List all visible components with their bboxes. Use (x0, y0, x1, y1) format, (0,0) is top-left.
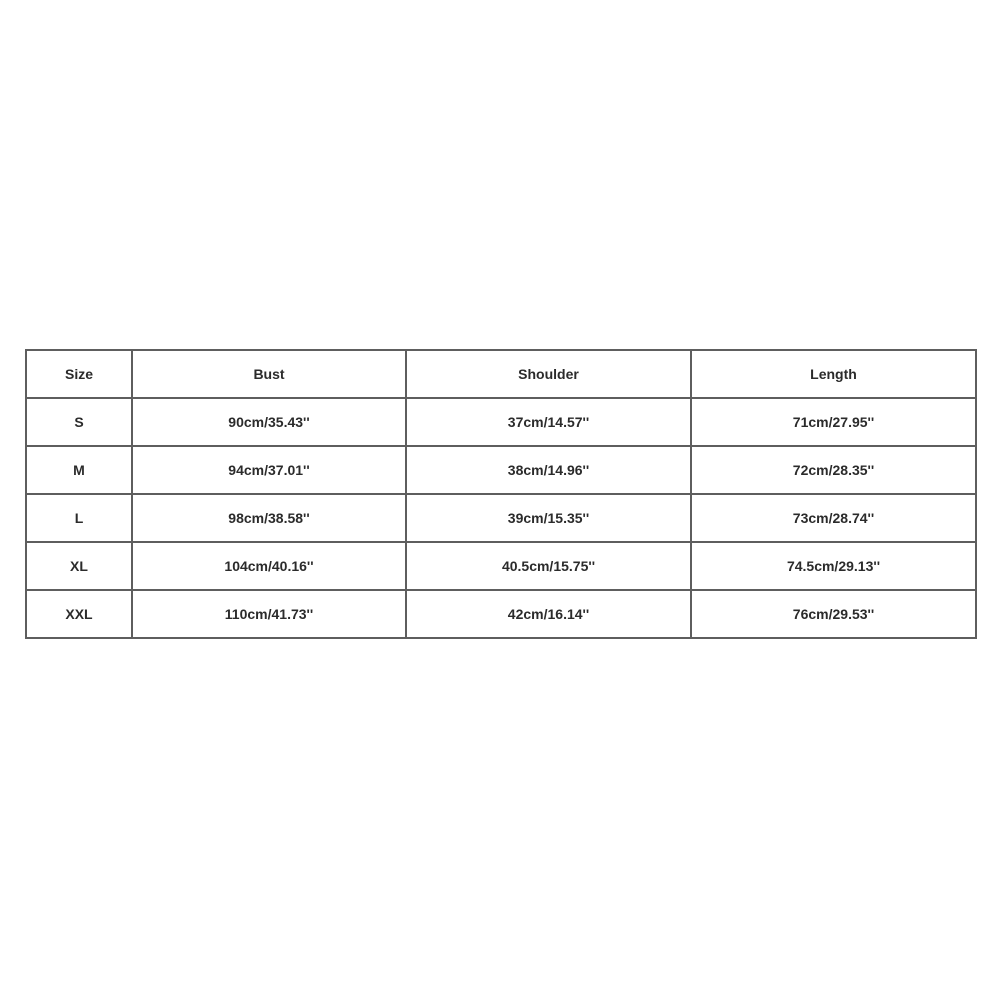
bust-cell: 104cm/40.16'' (132, 542, 406, 590)
length-cell: 72cm/28.35'' (691, 446, 976, 494)
bust-cell: 90cm/35.43'' (132, 398, 406, 446)
shoulder-cell: 38cm/14.96'' (406, 446, 691, 494)
header-bust: Bust (132, 350, 406, 398)
header-size: Size (26, 350, 132, 398)
size-cell: S (26, 398, 132, 446)
table-row (26, 542, 976, 590)
size-chart-table (25, 349, 977, 639)
length-cell: 73cm/28.74'' (691, 494, 976, 542)
shoulder-cell: 39cm/15.35'' (406, 494, 691, 542)
size-cell: L (26, 494, 132, 542)
shoulder-cell: 37cm/14.57'' (406, 398, 691, 446)
shoulder-cell: 42cm/16.14'' (406, 590, 691, 638)
table-row (26, 446, 976, 494)
header-row (26, 350, 976, 398)
table-row (26, 494, 976, 542)
size-cell: XXL (26, 590, 132, 638)
bust-cell: 110cm/41.73'' (132, 590, 406, 638)
bust-cell: 94cm/37.01'' (132, 446, 406, 494)
bust-cell: 98cm/38.58'' (132, 494, 406, 542)
length-cell: 71cm/27.95'' (691, 398, 976, 446)
length-cell: 76cm/29.53'' (691, 590, 976, 638)
shoulder-cell: 40.5cm/15.75'' (406, 542, 691, 590)
header-shoulder: Shoulder (406, 350, 691, 398)
size-cell: M (26, 446, 132, 494)
table-row (26, 398, 976, 446)
length-cell: 74.5cm/29.13'' (691, 542, 976, 590)
table-row (26, 590, 976, 638)
header-length: Length (691, 350, 976, 398)
size-cell: XL (26, 542, 132, 590)
